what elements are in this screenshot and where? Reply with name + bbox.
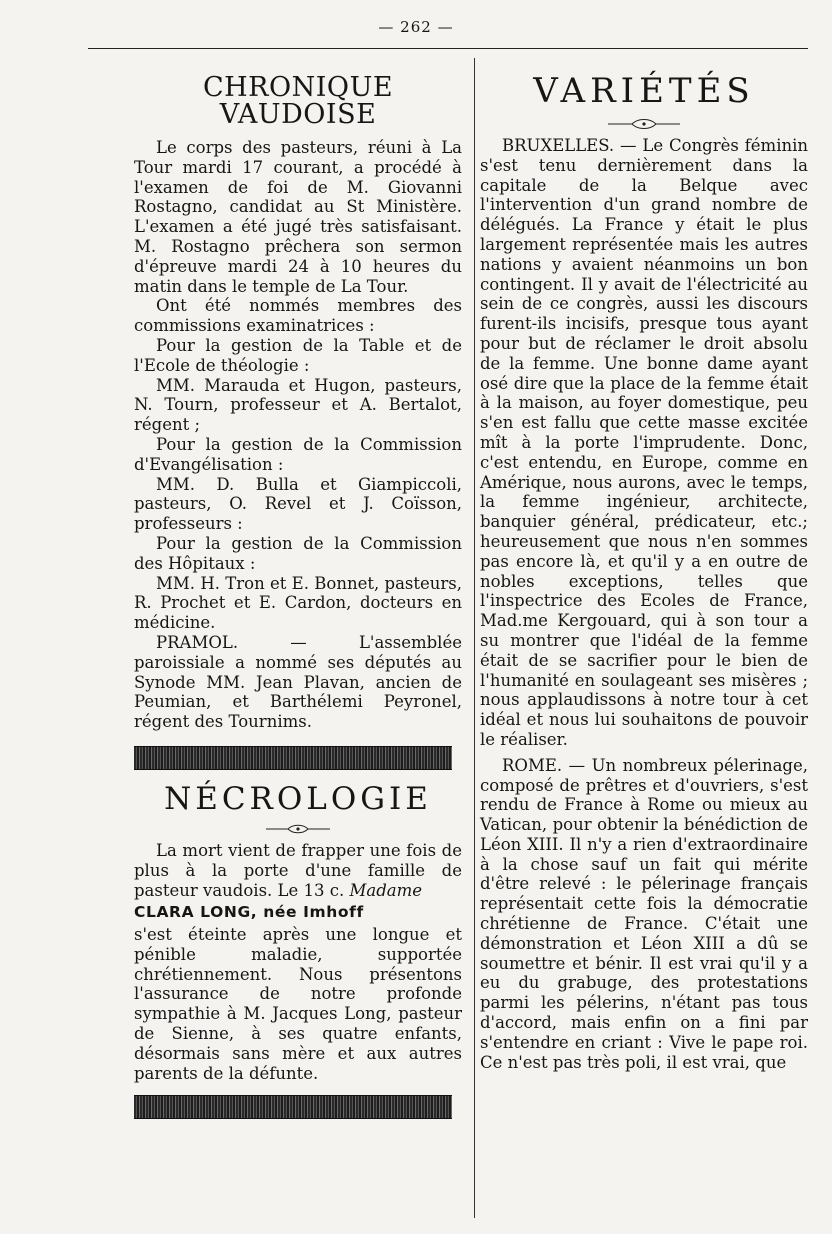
chronique-paragraph-4: MM. Marauda et Hugon, pasteurs, N. Tourn, professeur et A. Bertalot, régent ; bbox=[134, 375, 462, 435]
chronique-paragraph-7: Pour la gestion de la Commission des Hôpitaux : bbox=[134, 533, 462, 573]
deceased-name: CLARA LONG, née Imhoff bbox=[134, 903, 364, 922]
necrologie-text-start: La mort vient de frapper une fois de plus à la porte d'une famille de pasteur vaudois. Le 13 c. bbox=[134, 840, 462, 900]
varietes-rome-paragraph: ROME. — Un nombreux pélerinage, composé de prêtres et d'ouvriers, s'est rendu de France à Rome ou mieux au Vatican, pour obtenir la bénédiction de Léon XIII. Il n'y a rien d'extraordinaire à la chose sauf un fait qui mérite d'être relevé : le pélerinage français représentait cette fois la démocratie chrétienne de France. C'était une démonstration et Léon XIII a dû se soumettre et bénir. Il est vrai qu'il y a eu du grabuge, des protestations parmi les pélerins, n'étant pas tous d'accord, mais enfin on a fini par s'entendre en criant : Vive le pape roi. Ce n'est pas très poli, il est vrai, que bbox=[480, 755, 808, 1072]
chronique-paragraph-2: Ont été nommés membres des commissions examinatrices : bbox=[134, 296, 462, 336]
ornament-flourish-icon bbox=[594, 118, 694, 130]
page-number: — 262 — bbox=[378, 18, 454, 36]
right-column bbox=[480, 66, 808, 1072]
necrologie-paragraph-1 bbox=[134, 841, 462, 900]
chronique-title: CHRONIQUE VAUDOISE bbox=[202, 72, 394, 130]
necrologie-madame: Madame bbox=[349, 880, 423, 900]
chronique-paragraph-pramol: PRAMOL. — L'assemblée paroissiale a nommé ses députés au Synode MM. Jean Plavan, ancien de Peumian, et Barthélemi Peyronel, régent des Tournims. bbox=[134, 632, 462, 732]
chronique-paragraph-8: MM. H. Tron et E. Bonnet, pasteurs, R. Prochet et E. Cardon, docteurs en médicine. bbox=[134, 573, 462, 633]
necrologie-paragraph-2: s'est éteinte après une longue et pénible maladie, supportée chrétiennement. Nous présentons l'assurance de notre profonde sympathie à M. Jacques Long, pasteur de Sienne, à ses quatre enfants, désormais sans mère et aux autres parents de la défunte. bbox=[134, 925, 462, 1083]
top-rule bbox=[88, 48, 808, 49]
chronique-paragraph-5: Pour la gestion de la Commission d'Evangélisation : bbox=[134, 434, 462, 474]
necrologie-title: NÉCROLOGIE bbox=[164, 780, 432, 817]
column-divider bbox=[474, 58, 475, 1218]
ornament-flourish-icon bbox=[248, 823, 348, 835]
chronique-paragraph-3: Pour la gestion de la Table et de l'Ecole de théologie : bbox=[134, 335, 462, 375]
varietes-bruxelles-paragraph: BRUXELLES. — Le Congrès féminin s'est tenu dernièrement dans la capitale de la Belque avec l'intervention d'un grand nombre de délégués. La France y était le plus largement représentée mais les autres nations y avaient néanmoins un bon contingent. Il y avait de l'électricité au sein de ce congrès, aussi les discours furent-ils incisifs, presque tous ayant pour but de réclamer le droit absolu de la femme. Une bonne dame ayant osé dire que la place de la femme était à la maison, au foyer domestique, peu s'en est fallu que cette masse excitée mît à la porte l'imprudente. Donc, c'est entendu, en Europe, comme en Amérique, nous aurons, avec le temps, la femme ingénieur, architecte, banquier général, prédicateur, etc.; heureusement que nous n'en sommes pas encore là, et qu'il y a en outre de nobles exceptions, telles que l'inspectrice des Ecoles de France, Mad.me Kergouard, qui à son tour a su montrer que l'idéal de la femme était de se sacrifier pour le bien de l'humanité en soulageant ses misères ; nous applaudissons à notre tour à cet idéal et nous lui souhaitons de pouvoir le réaliser. bbox=[480, 136, 808, 749]
left-column bbox=[134, 66, 462, 1125]
chronique-paragraph-1: Le corps des pasteurs, réuni à La Tour mardi 17 courant, a procédé à l'examen de foi de M. Giovanni Rostagno, candidat au St Ministère. L'examen a été jugé très satisfaisant. M. Rostagno prêchera son sermon d'épreuve mardi 24 à 10 heures du matin dans le temple de La Tour. bbox=[134, 138, 462, 296]
chronique-paragraph-6: MM. D. Bulla et Giampiccoli, pasteurs, O. Revel et J. Coïsson, professeurs : bbox=[134, 474, 462, 534]
deceased-name-line bbox=[134, 902, 462, 923]
varietes-title: VARIÉTÉS bbox=[533, 71, 755, 111]
ornamental-divider-bar-bottom bbox=[134, 1095, 452, 1119]
ornamental-divider-bar bbox=[134, 746, 452, 770]
